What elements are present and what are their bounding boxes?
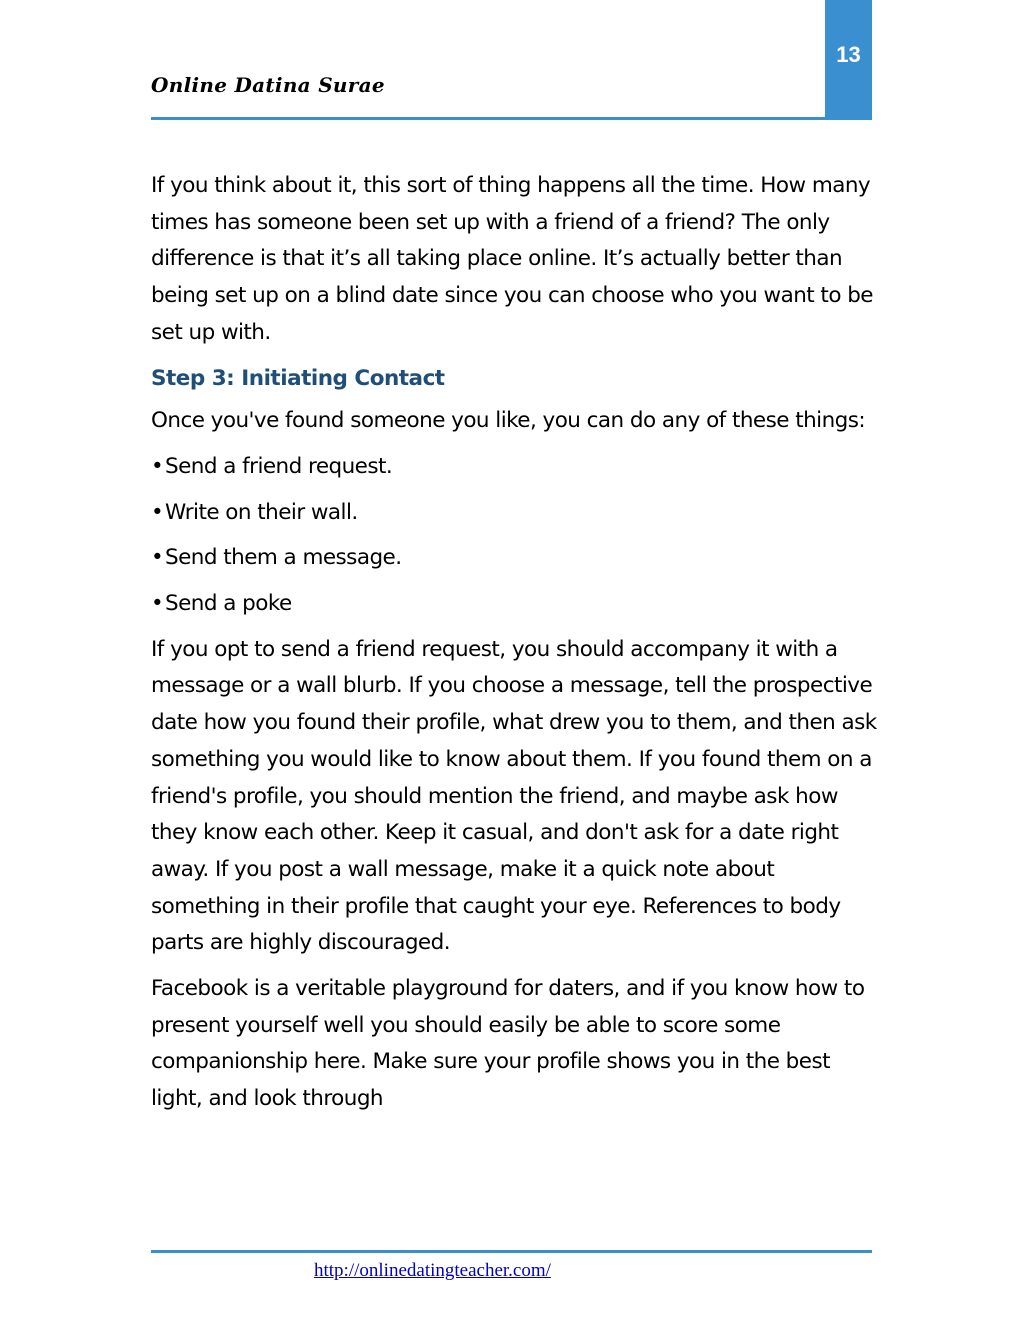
list-item xyxy=(151,449,886,486)
list-item xyxy=(151,495,886,532)
body-paragraph: If you think about it, this sort of thing happens all the time. How many times has someone been set up with a friend of a friend? The only difference is that it’s all taking place online. It’s actually better than being set up on a blind date since you can choose who you want to be set up with. xyxy=(151,173,873,345)
footer-rule xyxy=(151,1250,872,1253)
bullet-icon: • xyxy=(151,499,164,525)
bullet-icon: • xyxy=(151,453,164,479)
list-item-text: Send a friend request. xyxy=(165,453,393,479)
footer-website-link[interactable]: http://onlinedatingteacher.com/ xyxy=(314,1260,551,1281)
list-item xyxy=(151,586,886,623)
header-rule xyxy=(151,117,872,120)
list-item xyxy=(151,540,886,577)
body-paragraph: If you opt to send a friend request, you should accompany it with a message or a wall blurb. If you choose a message, tell the prospective date how you found their profile, what drew you to them, and then ask something you would like to know about them. If you found them on a friend's profile, you should mention the friend, and maybe ask how they know each other. Keep it casual, and don't ask for a date right away. If you post a wall message, make it a quick note about something in their profile that caught your eye. References to body parts are highly discouraged. xyxy=(151,636,877,956)
section-heading: Step 3: Initiating Contact xyxy=(151,365,445,391)
body-paragraph: Once you've found someone you like, you can do any of these things: xyxy=(151,408,866,434)
running-header-title: Online Datina Surae xyxy=(151,73,385,97)
page-number: 13 xyxy=(836,42,861,67)
bullet-icon: • xyxy=(151,545,164,571)
list-item-text: Send them a message. xyxy=(165,545,402,571)
bullet-icon: • xyxy=(151,591,164,617)
list-item-text: Write on their wall. xyxy=(165,499,358,525)
body-paragraph: Facebook is a veritable playground for daters, and if you know how to present yourself well you should easily be able to score some companionship here. Make sure your profile shows you in the best light, and look through xyxy=(151,976,865,1112)
page-number-tab xyxy=(825,0,872,118)
page-body xyxy=(151,168,886,1118)
list-item-text: Send a poke xyxy=(165,591,292,617)
